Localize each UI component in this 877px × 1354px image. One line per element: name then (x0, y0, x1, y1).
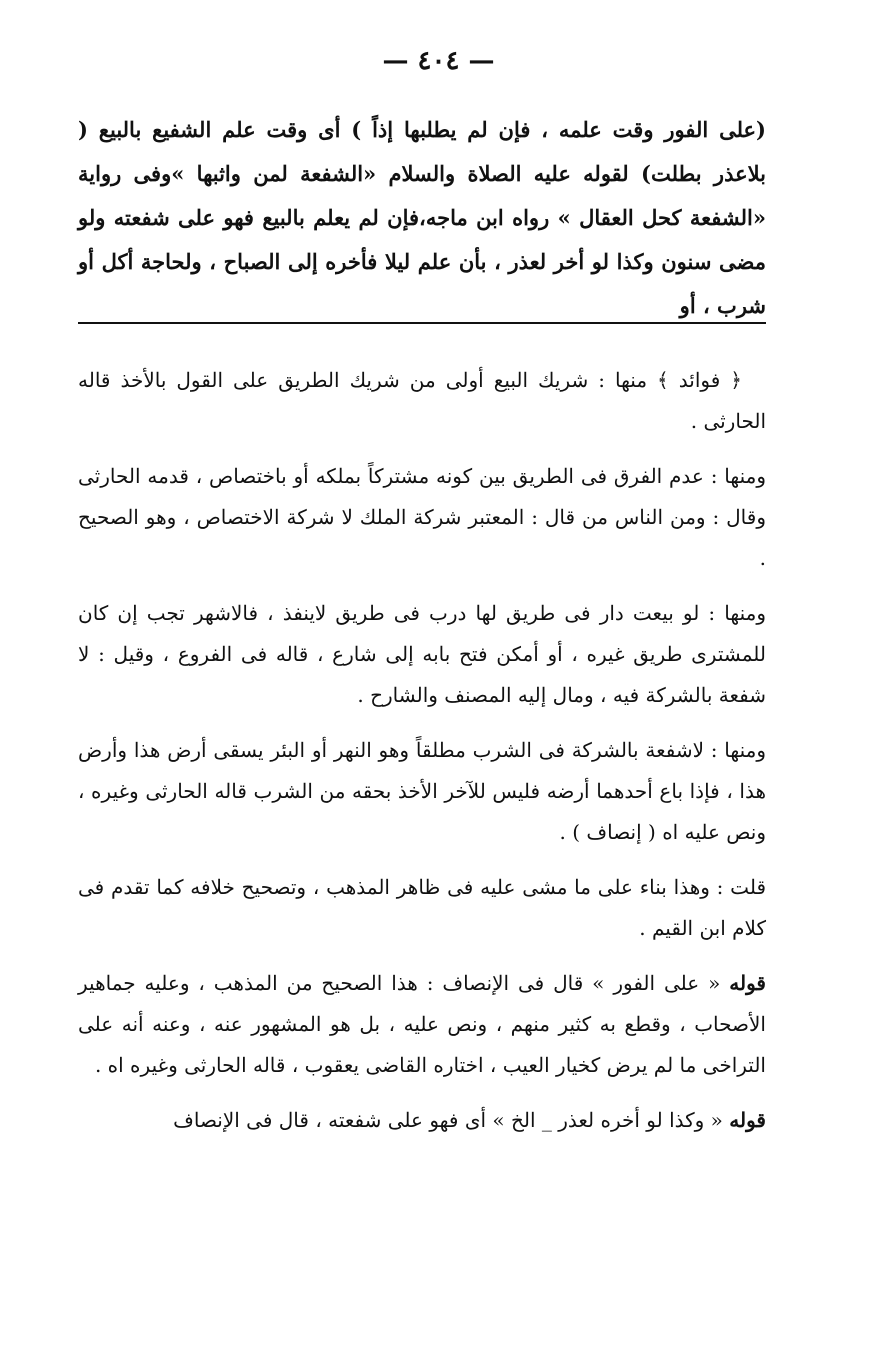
footnote-text: « وكذا لو أخره لعذر _ الخ » أى فهو على شفعته ، قال فى الإنصاف (173, 1108, 730, 1132)
footnote-paragraph (78, 867, 766, 949)
footnote-paragraph (78, 593, 766, 716)
footnote-text: ومنها : عدم الفرق فى الطريق بين كونه مشتركاً بملكه أو باختصاص ، قدمه الحارثى وقال : ومن الناس من قال : المعتبر شركة الملك لا شركة الاختصاص ، وهو الصحيح . (78, 464, 766, 570)
footnote-paragraph (78, 456, 766, 579)
footnote-paragraph (78, 963, 766, 1086)
footnote-paragraph (78, 1100, 766, 1141)
page-number: — ٤٠٤ — (382, 46, 495, 76)
main-text: (على الفور وقت علمه ، فإن لم يطلبها إذاً ) أى وقت علم الشفيع بالبيع ( بلاعذر بطلت) لقوله عليه الصلاة والسلام «الشفعة لمن واثبها »وفى رواية «الشفعة كحل العقال » رواه ابن ماجه،فإن لم يعلم بالبيع فهو على شفعته ولو مضى سنون وكذا لو أخر لعذر ، بأن علم ليلا فأخره إلى الصباح ، ولحاجة أكل أو شرب ، أو (78, 117, 767, 318)
footnote-paragraph (78, 360, 766, 442)
footnote-text: « على الفور » قال فى الإنصاف : هذا الصحيح من المذهب ، وعليه جماهير الأصحاب ، وقطع به كثير منهم ، ونص عليه ، بل هو المشهور عنه ، وعنه أنه على التراخى ما لم يرض كخيار العيب ، اختاره القاضى يعقوب ، قاله الحارثى وغيره اه . (78, 971, 766, 1077)
footnote-divider (78, 322, 766, 324)
footnote-lead: قوله (729, 1108, 766, 1132)
footnote-text: قلت : وهذا بناء على ما مشى عليه فى ظاهر المذهب ، وتصحيح خلافه كما تقدم فى كلام ابن القيم . (78, 875, 766, 940)
footnote-lead: قوله (729, 971, 766, 995)
footnote-paragraph (78, 730, 766, 853)
footnotes (78, 360, 766, 1155)
footnote-text: ومنها : لو بيعت دار فى طريق لها درب فى طريق لاينفذ ، فالاشهر تجب إن كان للمشترى طريق غيره ، أو أمكن فتح بابه إلى شارع ، قاله فى الفروع ، وقيل : لا شفعة بالشركة فيه ، ومال إليه المصنف والشارح . (78, 601, 766, 707)
footnote-text: ﴿ فوائد ﴾ منها : شريك البيع أولى من شريك الطريق على القول بالأخذ قاله الحارثى . (78, 368, 766, 433)
footnote-text: ومنها : لاشفعة بالشركة فى الشرب مطلقاً وهو النهر أو البئر يسقى أرض هذا وأرض هذا ، فإذا باع أحدهما أرضه فليس للآخر الأخذ بحقه من الشرب قاله الحارثى وغيره ، ونص عليه اه ( إنصاف ) . (78, 738, 766, 844)
